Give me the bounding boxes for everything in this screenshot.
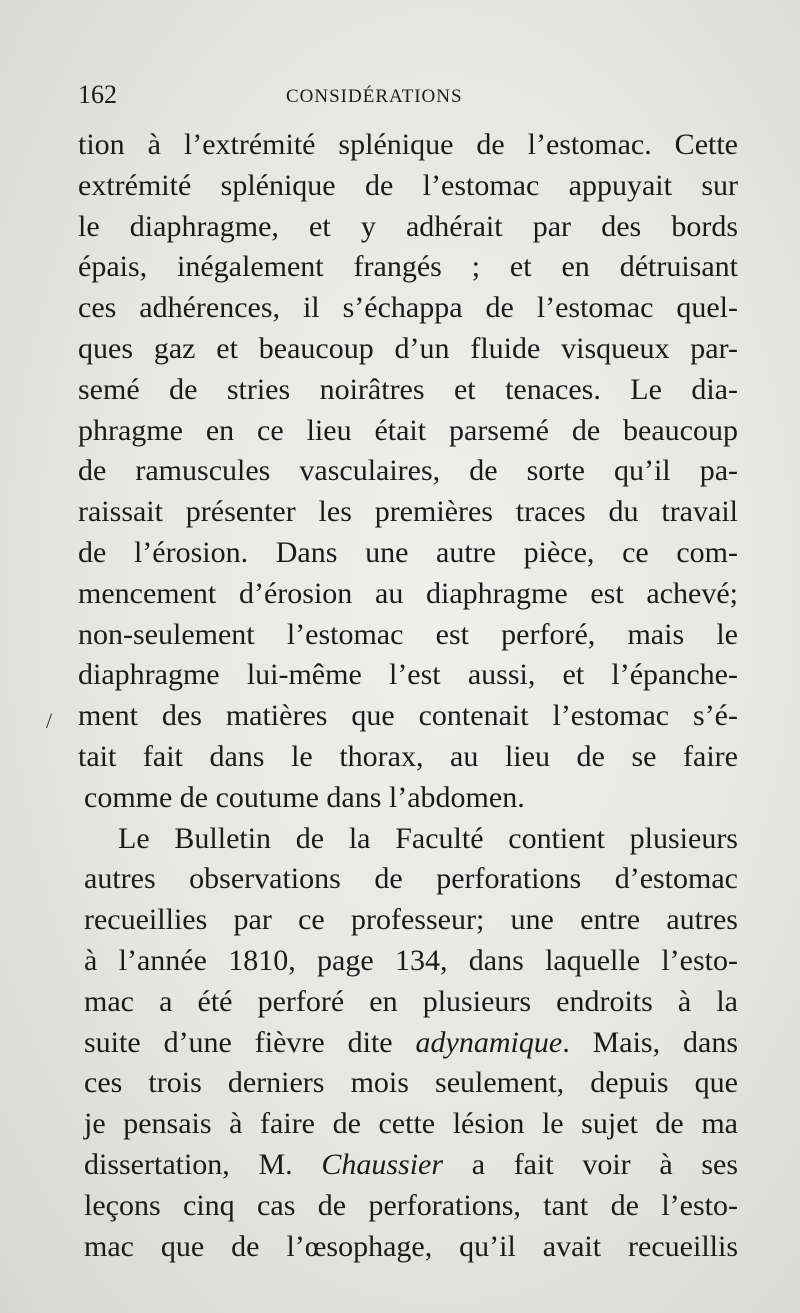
text-line: extrémité splénique de l’estomac appuyait sur bbox=[78, 168, 738, 202]
text-line: phragme en ce lieu était parsemé de beaucoup bbox=[78, 413, 738, 447]
text-line-with-italic bbox=[78, 1145, 738, 1186]
text-line: raissait présenter les premières traces du travail bbox=[78, 495, 738, 529]
text-line: le diaphragme, et y adhérait par des bords bbox=[78, 209, 738, 243]
page-number: 162 bbox=[78, 80, 117, 109]
italic-name: Chaussier bbox=[321, 1147, 444, 1181]
text-line: semé de stries noirâtres et tenaces. Le dia- bbox=[78, 372, 738, 406]
running-head: CONSIDÉRATIONS bbox=[286, 86, 463, 107]
page-header bbox=[78, 80, 738, 110]
text-line: non-seulement l’estomac est perforé, mais le bbox=[78, 617, 738, 651]
text-line: autres observations de perforations d’estomac bbox=[84, 862, 738, 896]
text-line-with-italic bbox=[78, 1023, 738, 1064]
margin-mark: / bbox=[46, 708, 53, 733]
body-text bbox=[78, 125, 738, 1267]
text-line: de l’érosion. Dans une autre pièce, ce com- bbox=[78, 535, 738, 569]
text-line: je pensais à faire de cette lésion le sujet de ma bbox=[84, 1107, 738, 1141]
text-line: épais, inégalement frangés ; et en détruisant bbox=[78, 250, 738, 284]
text-line: de ramuscules vasculaires, de sorte qu’il pa- bbox=[78, 454, 738, 488]
text-line: diaphragme lui-même l’est aussi, et l’épanche- bbox=[78, 658, 738, 692]
italic-term: adynamique bbox=[415, 1025, 563, 1059]
text-line: ces adhérences, il s’échappa de l’estomac quel- bbox=[78, 291, 738, 325]
text-line: à l’année 1810, page 134, dans laquelle l’esto- bbox=[84, 943, 738, 977]
text-line: tion à l’extrémité splénique de l’estomac. Cette bbox=[78, 128, 738, 161]
text-line: leçons cinq cas de perforations, tant de l’esto- bbox=[84, 1188, 738, 1222]
text-line: mac que de l’œsophage, qu’il avait recueillis bbox=[84, 1229, 738, 1263]
text-line: mencement d’érosion au diaphragme est achevé; bbox=[78, 576, 738, 610]
paragraph-start-line: Le Bulletin de la Faculté contient plusieurs bbox=[118, 821, 738, 855]
text-line: ces trois derniers mois seulement, depuis que bbox=[84, 1066, 738, 1100]
text-line: mac a été perforé en plusieurs endroits à la bbox=[84, 984, 738, 1018]
text-line: tait fait dans le thorax, au lieu de se faire bbox=[78, 739, 738, 773]
text-line: ques gaz et beaucoup d’un fluide visqueux par- bbox=[78, 331, 738, 365]
text-segment: . Mais, dans bbox=[562, 1025, 738, 1059]
text-segment: a fait voir à ses bbox=[443, 1147, 738, 1181]
text-segment: suite d’une fièvre dite bbox=[84, 1025, 416, 1059]
text-line: comme de coutume dans l’abdomen. bbox=[84, 780, 525, 814]
text-line: recueillies par ce professeur; une entre autres bbox=[84, 903, 738, 937]
text-segment: dissertation, M. bbox=[84, 1147, 322, 1181]
text-line: ment des matières que contenait l’estomac s’é- bbox=[78, 699, 738, 733]
